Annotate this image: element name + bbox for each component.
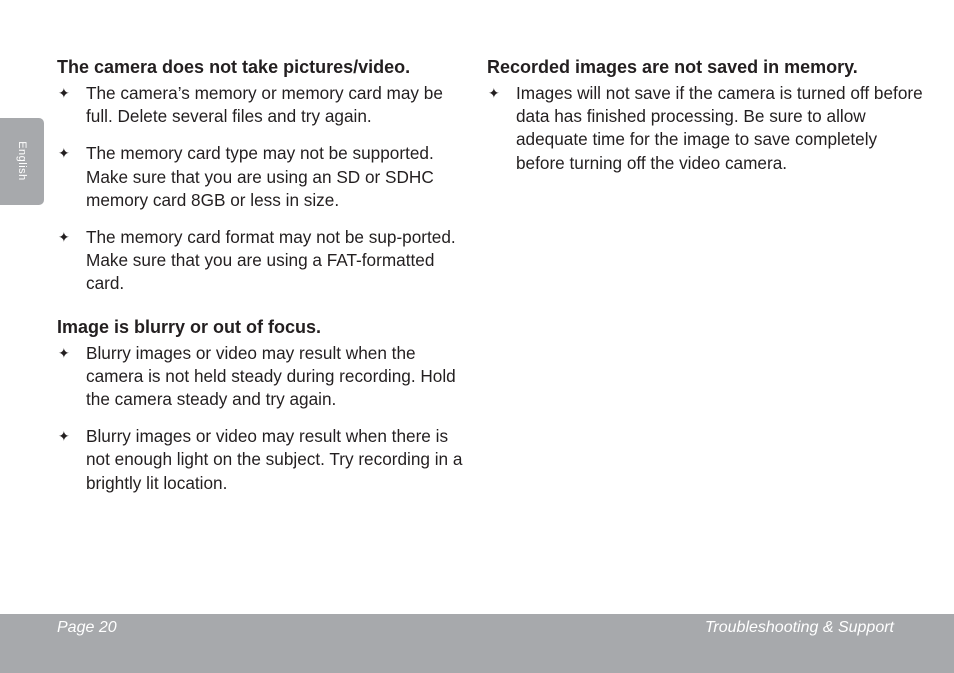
section-images-not-saved [487, 56, 927, 175]
bullet-text: Images will not save if the camera is turned off before data has finished processing. Be sure to allow adequate time for the image to save completely before turning off the video camera. [516, 83, 923, 173]
four-point-star-icon: ✦ [58, 145, 70, 162]
bullet-text: The memory card type may not be supported. Make sure that you are using an SD or SDHC memory card 8GB or less in size. [86, 143, 434, 210]
language-tab [0, 118, 44, 205]
bullet-text: Blurry images or video may result when there is not enough light on the subject. Try recording in a brightly lit location. [86, 426, 463, 493]
four-point-star-icon: ✦ [58, 85, 70, 101]
language-tab-label: English [16, 141, 28, 181]
list-item [57, 142, 467, 212]
page-number: Page 20 [57, 619, 117, 636]
four-point-star-icon: ✦ [488, 85, 500, 101]
right-column [487, 56, 927, 195]
list-item [57, 425, 467, 495]
bullet-text: The memory card format may not be sup-ported. Make sure that you are using a FAT-formatted card. [86, 227, 456, 294]
left-column [57, 56, 467, 515]
page-footer [0, 614, 954, 673]
section-heading: The camera does not take pictures/video. [57, 57, 411, 77]
list-item [57, 342, 467, 412]
section-blurry-image [57, 316, 467, 495]
four-point-star-icon: ✦ [58, 428, 70, 445]
list-item [57, 82, 467, 128]
bullet-text: The camera’s memory or memory card may be full. Delete several files and try again. [86, 83, 443, 127]
list-item [57, 226, 467, 296]
bullet-text: Blurry images or video may result when the camera is not held steady during recording. Hold the camera steady and try again. [86, 342, 456, 410]
section-heading: Recorded images are not saved in memory. [487, 57, 858, 77]
section-heading: Image is blurry or out of focus. [57, 316, 322, 337]
list-item [487, 82, 927, 175]
footer-section-title: Troubleshooting & Support [704, 619, 894, 636]
four-point-star-icon: ✦ [58, 344, 70, 361]
four-point-star-icon: ✦ [58, 229, 70, 246]
section-no-pictures [57, 56, 467, 296]
